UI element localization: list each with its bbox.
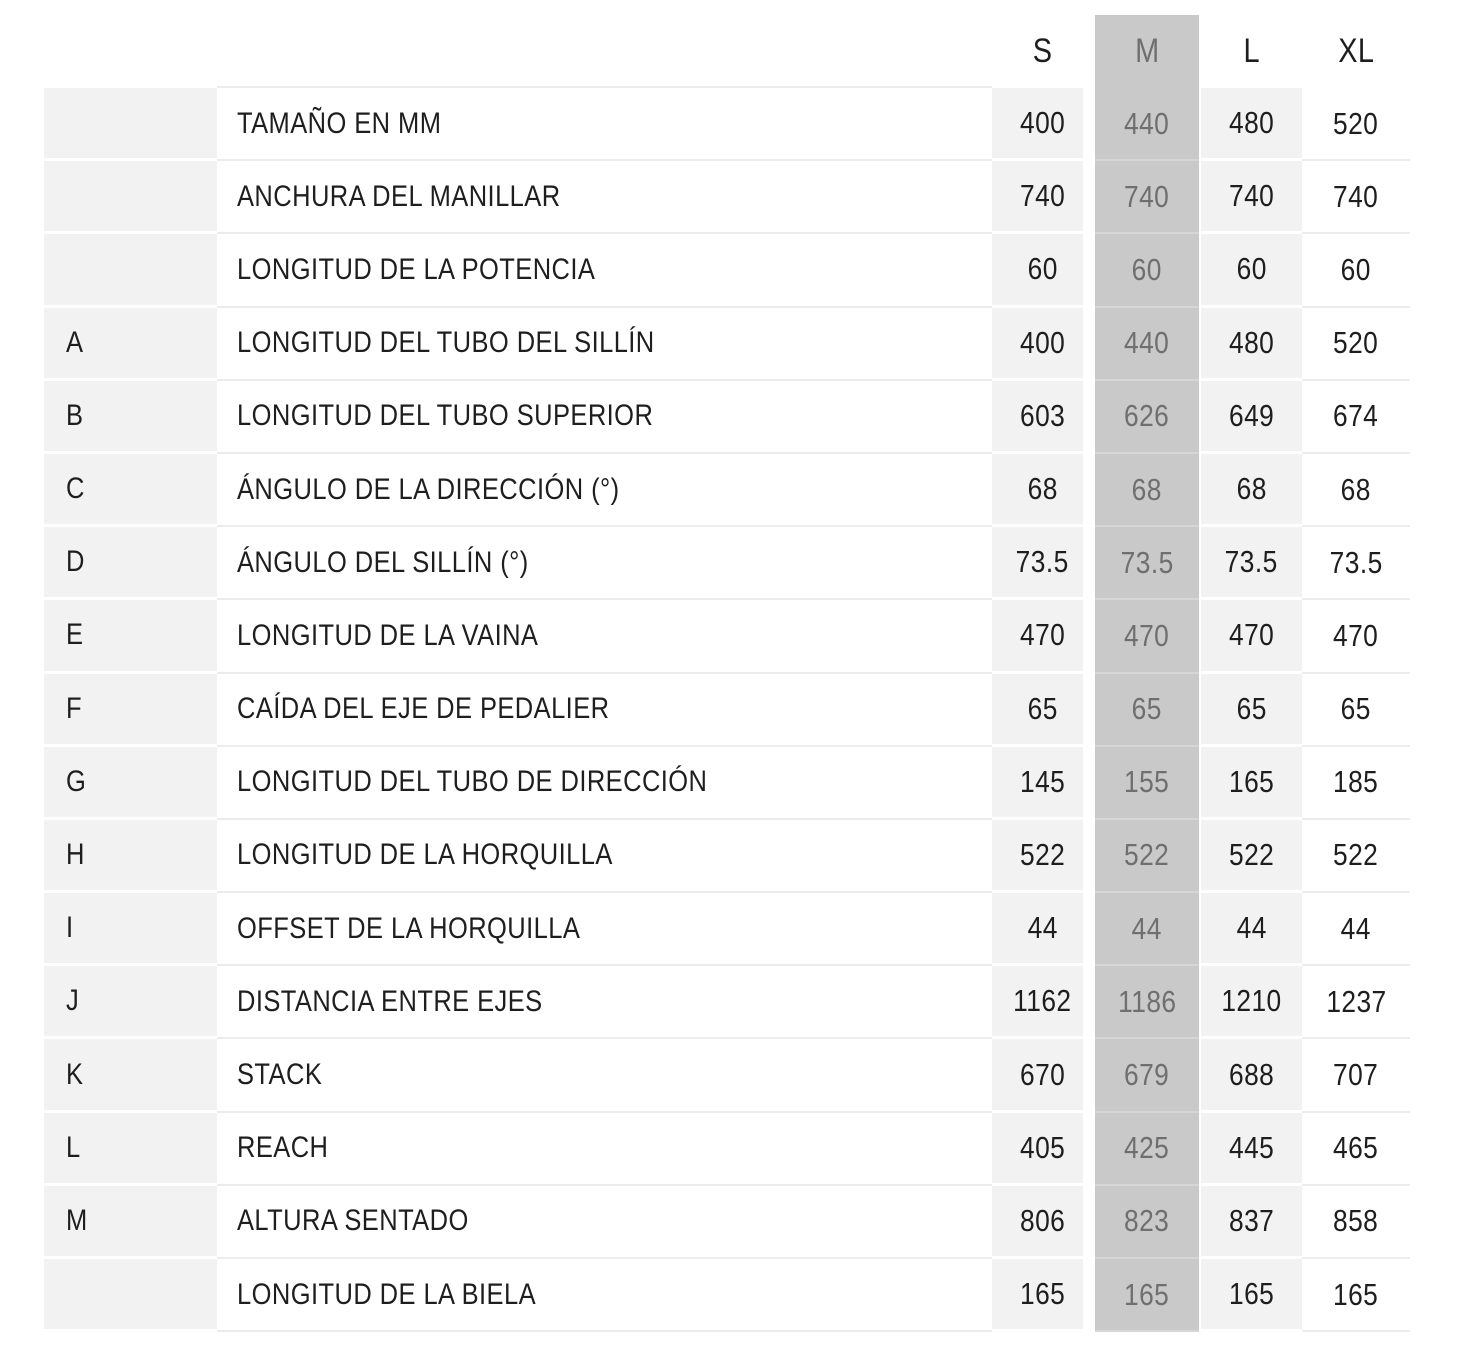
column-gap bbox=[1083, 966, 1095, 1039]
value-l-text: 480 bbox=[1228, 105, 1275, 141]
value-l-text: 44 bbox=[1236, 910, 1267, 946]
value-l bbox=[1201, 234, 1302, 307]
value-xl bbox=[1302, 308, 1410, 381]
value-l bbox=[1201, 893, 1302, 966]
value-l bbox=[1201, 820, 1302, 893]
table-row bbox=[44, 454, 1410, 527]
value-m-text: 740 bbox=[1124, 178, 1170, 214]
value-s bbox=[992, 1259, 1083, 1332]
value-m-text: 60 bbox=[1131, 251, 1163, 287]
table-row bbox=[44, 308, 1410, 381]
row-letter-text: D bbox=[66, 545, 85, 579]
value-m bbox=[1095, 966, 1199, 1039]
value-m-text: 522 bbox=[1124, 837, 1170, 873]
row-label bbox=[217, 747, 992, 820]
value-l-text: 470 bbox=[1228, 617, 1275, 653]
table-row bbox=[44, 1186, 1410, 1259]
column-gap bbox=[1083, 1039, 1095, 1112]
header-gap bbox=[1083, 15, 1095, 88]
size-header-xl bbox=[1302, 15, 1410, 88]
row-letter-text: L bbox=[66, 1130, 81, 1164]
row-label-text: LONGITUD DE LA HORQUILLA bbox=[237, 838, 613, 872]
value-m-text: 1186 bbox=[1117, 983, 1177, 1019]
value-s-text: 522 bbox=[1019, 836, 1066, 872]
row-label-text: STACK bbox=[237, 1058, 323, 1092]
value-m bbox=[1095, 1259, 1199, 1332]
value-xl-text: 520 bbox=[1333, 325, 1379, 361]
value-l-text: 522 bbox=[1228, 836, 1275, 872]
value-xl-text: 470 bbox=[1333, 617, 1379, 653]
value-s-text: 44 bbox=[1027, 910, 1058, 946]
row-letter-text: E bbox=[66, 618, 84, 652]
value-m-text: 823 bbox=[1124, 1203, 1170, 1239]
value-s bbox=[992, 88, 1083, 161]
value-m bbox=[1095, 1039, 1199, 1112]
value-xl-text: 44 bbox=[1340, 910, 1372, 946]
row-label bbox=[217, 1186, 992, 1259]
value-l-text: 165 bbox=[1228, 763, 1275, 799]
size-label-xl: XL bbox=[1337, 32, 1375, 70]
value-m bbox=[1095, 600, 1199, 673]
row-letter bbox=[44, 893, 217, 966]
row-label bbox=[217, 1113, 992, 1186]
column-gap bbox=[1083, 600, 1095, 673]
value-m-text: 440 bbox=[1124, 325, 1170, 361]
value-xl bbox=[1302, 893, 1410, 966]
table-row bbox=[44, 674, 1410, 747]
value-l bbox=[1201, 527, 1302, 600]
value-xl bbox=[1302, 747, 1410, 820]
table-row bbox=[44, 966, 1410, 1039]
value-s bbox=[992, 1186, 1083, 1259]
value-m bbox=[1095, 381, 1199, 454]
row-letter bbox=[44, 88, 217, 161]
value-s-text: 400 bbox=[1019, 105, 1066, 141]
value-l bbox=[1201, 1259, 1302, 1332]
row-label bbox=[217, 88, 992, 161]
value-m bbox=[1095, 527, 1199, 600]
value-s bbox=[992, 747, 1083, 820]
row-letter bbox=[44, 1259, 217, 1332]
value-xl bbox=[1302, 1186, 1410, 1259]
value-xl-text: 674 bbox=[1333, 398, 1379, 434]
row-label-text: TAMAÑO EN MM bbox=[237, 106, 442, 140]
row-label bbox=[217, 454, 992, 527]
column-gap bbox=[1083, 381, 1095, 454]
value-s-text: 60 bbox=[1027, 251, 1058, 287]
value-l-text: 837 bbox=[1228, 1202, 1275, 1238]
value-l-text: 60 bbox=[1236, 251, 1267, 287]
bike-geometry-table bbox=[44, 15, 1410, 1332]
value-l-text: 165 bbox=[1228, 1276, 1275, 1312]
row-letter bbox=[44, 527, 217, 600]
column-gap bbox=[1083, 1113, 1095, 1186]
row-label-text: REACH bbox=[237, 1131, 329, 1165]
row-letter bbox=[44, 820, 217, 893]
value-xl bbox=[1302, 234, 1410, 307]
value-s-text: 400 bbox=[1019, 324, 1066, 360]
value-m-text: 165 bbox=[1124, 1276, 1170, 1312]
value-m-text: 44 bbox=[1131, 910, 1163, 946]
value-l-text: 68 bbox=[1236, 471, 1267, 507]
value-l bbox=[1201, 308, 1302, 381]
value-m bbox=[1095, 308, 1199, 381]
value-xl-text: 65 bbox=[1340, 691, 1372, 727]
value-s bbox=[992, 381, 1083, 454]
column-gap bbox=[1083, 308, 1095, 381]
value-s bbox=[992, 893, 1083, 966]
value-m bbox=[1095, 454, 1199, 527]
value-l-text: 740 bbox=[1228, 178, 1275, 214]
row-letter bbox=[44, 308, 217, 381]
value-l-text: 480 bbox=[1228, 324, 1275, 360]
value-l-text: 688 bbox=[1228, 1056, 1275, 1092]
header-label-spacer bbox=[217, 15, 992, 88]
value-m bbox=[1095, 234, 1199, 307]
row-letter bbox=[44, 381, 217, 454]
row-letter-text: M bbox=[66, 1203, 88, 1237]
row-label bbox=[217, 527, 992, 600]
row-label-text: LONGITUD DEL TUBO SUPERIOR bbox=[237, 399, 654, 433]
value-s bbox=[992, 234, 1083, 307]
row-label-text: OFFSET DE LA HORQUILLA bbox=[237, 911, 581, 945]
value-s bbox=[992, 454, 1083, 527]
value-m bbox=[1095, 820, 1199, 893]
row-letter-text: I bbox=[66, 911, 74, 945]
row-letter bbox=[44, 747, 217, 820]
row-letter bbox=[44, 1039, 217, 1112]
value-s bbox=[992, 527, 1083, 600]
column-gap bbox=[1083, 161, 1095, 234]
value-s-text: 470 bbox=[1019, 617, 1066, 653]
value-m bbox=[1095, 161, 1199, 234]
value-xl-text: 522 bbox=[1333, 837, 1379, 873]
value-s-text: 165 bbox=[1019, 1276, 1066, 1312]
row-label-text: ALTURA SENTADO bbox=[237, 1204, 469, 1238]
column-gap bbox=[1083, 747, 1095, 820]
value-xl bbox=[1302, 820, 1410, 893]
column-gap bbox=[1083, 893, 1095, 966]
value-xl-text: 1237 bbox=[1325, 983, 1387, 1019]
value-xl-text: 858 bbox=[1333, 1203, 1379, 1239]
value-xl-text: 165 bbox=[1333, 1276, 1379, 1312]
header-letter-spacer bbox=[44, 15, 217, 88]
value-xl bbox=[1302, 1039, 1410, 1112]
value-s-text: 740 bbox=[1019, 178, 1066, 214]
table-row bbox=[44, 88, 1410, 161]
column-gap bbox=[1083, 527, 1095, 600]
row-label-text: ÁNGULO DEL SILLÍN (°) bbox=[237, 545, 529, 579]
value-m-text: 65 bbox=[1131, 691, 1163, 727]
value-s-text: 68 bbox=[1027, 471, 1058, 507]
value-m-text: 73.5 bbox=[1120, 544, 1174, 580]
table-row bbox=[44, 1113, 1410, 1186]
value-m-text: 425 bbox=[1124, 1130, 1170, 1166]
row-letter bbox=[44, 1113, 217, 1186]
value-xl bbox=[1302, 966, 1410, 1039]
row-label-text: LONGITUD DE LA VAINA bbox=[237, 618, 539, 652]
value-s-text: 670 bbox=[1019, 1056, 1066, 1092]
value-l-text: 65 bbox=[1236, 690, 1267, 726]
value-xl-text: 465 bbox=[1333, 1130, 1379, 1166]
value-xl-text: 68 bbox=[1340, 471, 1372, 507]
value-xl-text: 707 bbox=[1333, 1057, 1379, 1093]
row-label bbox=[217, 674, 992, 747]
column-gap bbox=[1083, 820, 1095, 893]
value-xl bbox=[1302, 674, 1410, 747]
size-label-m: M bbox=[1134, 32, 1160, 70]
row-letter bbox=[44, 966, 217, 1039]
table-row bbox=[44, 1259, 1410, 1332]
row-label-text: ANCHURA DEL MANILLAR bbox=[237, 179, 561, 213]
row-label bbox=[217, 966, 992, 1039]
table-row bbox=[44, 527, 1410, 600]
value-s bbox=[992, 1039, 1083, 1112]
value-l bbox=[1201, 381, 1302, 454]
value-m bbox=[1095, 747, 1199, 820]
value-l bbox=[1201, 1039, 1302, 1112]
value-m bbox=[1095, 1113, 1199, 1186]
value-l-text: 73.5 bbox=[1225, 544, 1278, 580]
row-label bbox=[217, 600, 992, 673]
value-m-text: 626 bbox=[1124, 398, 1170, 434]
row-label-text: ÁNGULO DE LA DIRECCIÓN (°) bbox=[237, 472, 620, 506]
value-m bbox=[1095, 1186, 1199, 1259]
size-header-row bbox=[44, 15, 1410, 88]
row-letter bbox=[44, 161, 217, 234]
table-row bbox=[44, 747, 1410, 820]
table-row bbox=[44, 893, 1410, 966]
value-m bbox=[1095, 893, 1199, 966]
value-s bbox=[992, 966, 1083, 1039]
row-letter bbox=[44, 674, 217, 747]
row-label-text: LONGITUD DEL TUBO DEL SILLÍN bbox=[237, 326, 655, 360]
table-row bbox=[44, 161, 1410, 234]
row-letter-text: A bbox=[66, 325, 84, 359]
row-label-text: LONGITUD DE LA BIELA bbox=[237, 1277, 537, 1311]
table-row bbox=[44, 381, 1410, 454]
value-xl-text: 73.5 bbox=[1329, 544, 1383, 580]
value-xl-text: 520 bbox=[1333, 105, 1379, 141]
row-letter bbox=[44, 234, 217, 307]
value-s-text: 73.5 bbox=[1016, 544, 1069, 580]
value-s bbox=[992, 161, 1083, 234]
value-l-text: 649 bbox=[1228, 397, 1275, 433]
value-l bbox=[1201, 88, 1302, 161]
value-xl-text: 185 bbox=[1333, 764, 1379, 800]
value-xl-text: 60 bbox=[1340, 251, 1372, 287]
column-gap bbox=[1083, 454, 1095, 527]
value-m bbox=[1095, 88, 1199, 161]
table-row bbox=[44, 820, 1410, 893]
row-letter-text: K bbox=[66, 1057, 84, 1091]
value-s bbox=[992, 308, 1083, 381]
value-s-text: 806 bbox=[1019, 1202, 1066, 1238]
value-l bbox=[1201, 454, 1302, 527]
value-xl bbox=[1302, 88, 1410, 161]
value-m-text: 470 bbox=[1124, 617, 1170, 653]
size-header-l bbox=[1201, 15, 1302, 88]
row-letter-text: J bbox=[66, 984, 80, 1018]
row-letter-text: B bbox=[66, 398, 84, 432]
value-m bbox=[1095, 674, 1199, 747]
geometry-table-body bbox=[44, 88, 1410, 1332]
value-s bbox=[992, 600, 1083, 673]
table-row bbox=[44, 234, 1410, 307]
row-label-text: CAÍDA DEL EJE DE PEDALIER bbox=[237, 692, 610, 726]
value-l bbox=[1201, 966, 1302, 1039]
row-label bbox=[217, 820, 992, 893]
row-letter bbox=[44, 454, 217, 527]
column-gap bbox=[1083, 674, 1095, 747]
row-label bbox=[217, 893, 992, 966]
value-xl bbox=[1302, 381, 1410, 454]
row-letter-text: F bbox=[66, 691, 83, 725]
value-l bbox=[1201, 674, 1302, 747]
value-m-text: 440 bbox=[1124, 105, 1170, 141]
row-label-text: LONGITUD DEL TUBO DE DIRECCIÓN bbox=[237, 765, 708, 799]
size-label-s: S bbox=[1032, 32, 1053, 70]
value-l bbox=[1201, 1186, 1302, 1259]
value-s bbox=[992, 1113, 1083, 1186]
row-letter bbox=[44, 600, 217, 673]
row-letter-text: G bbox=[66, 764, 87, 798]
value-xl-text: 740 bbox=[1333, 178, 1379, 214]
row-label-text: LONGITUD DE LA POTENCIA bbox=[237, 252, 596, 286]
value-s-text: 603 bbox=[1019, 397, 1066, 433]
row-letter-text: H bbox=[66, 837, 85, 871]
value-m-text: 155 bbox=[1124, 764, 1170, 800]
row-letter-text: C bbox=[66, 472, 85, 506]
column-gap bbox=[1083, 88, 1095, 161]
value-s-text: 145 bbox=[1019, 763, 1066, 799]
size-label-l: L bbox=[1243, 32, 1260, 70]
value-l-text: 445 bbox=[1228, 1129, 1275, 1165]
column-gap bbox=[1083, 234, 1095, 307]
value-s bbox=[992, 820, 1083, 893]
row-label bbox=[217, 308, 992, 381]
value-xl bbox=[1302, 161, 1410, 234]
value-s-text: 405 bbox=[1019, 1129, 1066, 1165]
table-row bbox=[44, 1039, 1410, 1112]
row-label bbox=[217, 1259, 992, 1332]
value-l bbox=[1201, 747, 1302, 820]
size-header-s bbox=[992, 15, 1083, 88]
table-row bbox=[44, 600, 1410, 673]
value-s bbox=[992, 674, 1083, 747]
row-letter bbox=[44, 1186, 217, 1259]
value-xl bbox=[1302, 1259, 1410, 1332]
value-m-text: 679 bbox=[1124, 1057, 1170, 1093]
value-xl bbox=[1302, 600, 1410, 673]
row-label bbox=[217, 381, 992, 454]
column-gap bbox=[1083, 1259, 1095, 1332]
row-label bbox=[217, 234, 992, 307]
value-m-text: 68 bbox=[1131, 471, 1163, 507]
column-gap bbox=[1083, 1186, 1095, 1259]
value-l bbox=[1201, 161, 1302, 234]
value-s-text: 65 bbox=[1027, 690, 1058, 726]
row-label bbox=[217, 1039, 992, 1112]
value-s-text: 1162 bbox=[1013, 983, 1072, 1019]
value-xl bbox=[1302, 454, 1410, 527]
value-xl bbox=[1302, 1113, 1410, 1186]
value-l bbox=[1201, 600, 1302, 673]
row-label-text: DISTANCIA ENTRE EJES bbox=[237, 984, 543, 1018]
value-l-text: 1210 bbox=[1221, 983, 1282, 1019]
size-header-m bbox=[1095, 15, 1199, 88]
row-label bbox=[217, 161, 992, 234]
value-xl bbox=[1302, 527, 1410, 600]
value-l bbox=[1201, 1113, 1302, 1186]
